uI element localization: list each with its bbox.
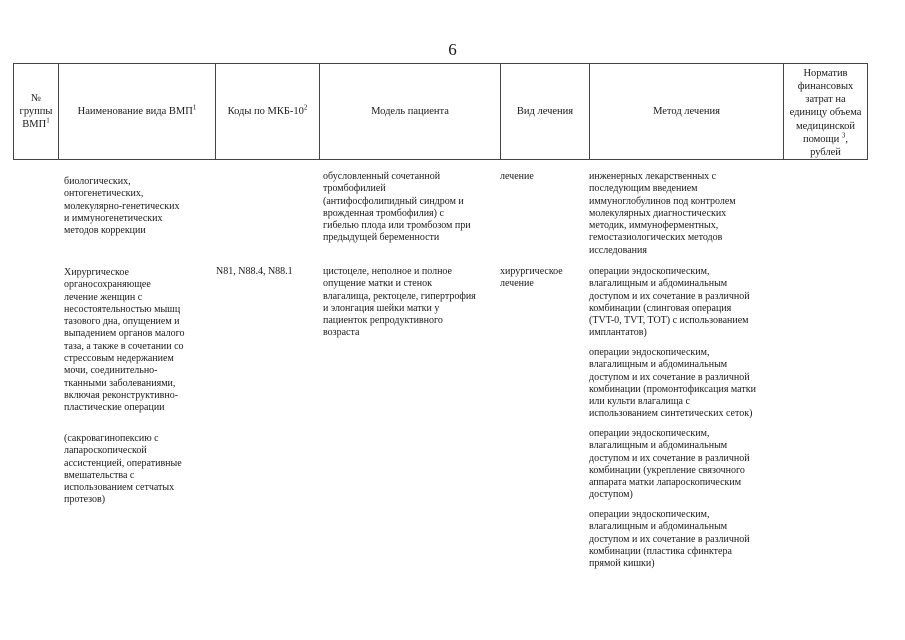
row2-patient-model: цистоцеле, неполное и полное опущение матки и стенок влагалища, ректоцеле, гипертрофия и элонгация шейки матки у пациенток репродуктивного возраста <box>323 266 476 339</box>
row1-treatment-method: инженерных лекарственных с последующим введением иммуноглобулинов под контролем молекулярных диагностических методик, иммуноферментных, гемостазиологических методов исследования <box>589 171 736 256</box>
header-patient-model: Модель пациента <box>320 64 501 160</box>
row1-treatment-type: лечение <box>500 171 534 182</box>
header-financial-norm: Норматив финансовых затрат на единицу объема медицинской помощи $^3$, рублей <box>784 64 868 160</box>
row2-vmp-name-extra: (сакровагинопексию с лапароскопической ассистенцией, оперативные вмешательства с использованием сетчатых протезов) <box>64 433 182 506</box>
page-number: 6 <box>448 40 457 59</box>
header-icd-codes: Коды по МКБ-$10^2$ <box>216 64 320 160</box>
table-header <box>13 63 868 160</box>
header-treatment-method: Метод лечения <box>590 64 784 160</box>
row2-treatment-type: хирургическое лечение <box>500 266 563 290</box>
row2-method-2: операции эндоскопическим, влагалищным и абдоминальным доступом и их сочетание в различной комбинации (промонтофиксация матки или культи влагалища с использованием синтетических сеток) <box>589 347 756 420</box>
row2-icd-codes: N81, N88.4, N88.1 <box>216 266 293 277</box>
row1-vmp-name: биологических, онтогенетических, молекулярно-генетических и иммуногенетических методов коррекции <box>64 176 180 237</box>
header-group-number: № группы ВМП$^1$ <box>14 64 59 160</box>
header-vmp-name: Наименование вида ВМП$^1$ <box>59 64 216 160</box>
row1-patient-model: обусловленный сочетанной тромбофилией (антифосфолипидный синдром и врожденная тромбофилия) с гибелью плода или тромбозом при предыдущей беременности <box>323 171 471 244</box>
row2-method-4: операции эндоскопическим, влагалищным и абдоминальным доступом и их сочетание в различной комбинации (пластика сфинктера прямой кишки) <box>589 509 750 570</box>
row2-method-1: операции эндоскопическим, влагалищным и абдоминальным доступом и их сочетание в различной комбинации (слинговая операция (TVT-0, TVT, TOT) с использованием имплантатов) <box>589 266 750 339</box>
row2-vmp-name: Хирургическое органосохраняющее лечение женщин с несостоятельностью мышц тазового дна, опущением и выпадением органов малого таза, а также в сочетании со стрессовым недержанием мочи, соединительно- тканными заболеваниями, включая реконструктивно- пластические операции <box>64 267 185 414</box>
header-treatment-type: Вид лечения <box>501 64 590 160</box>
row2-method-3: операции эндоскопическим, влагалищным и абдоминальным доступом и их сочетание в различной комбинации (укрепление связочного аппарата матки лапароскопическим доступом) <box>589 428 750 501</box>
